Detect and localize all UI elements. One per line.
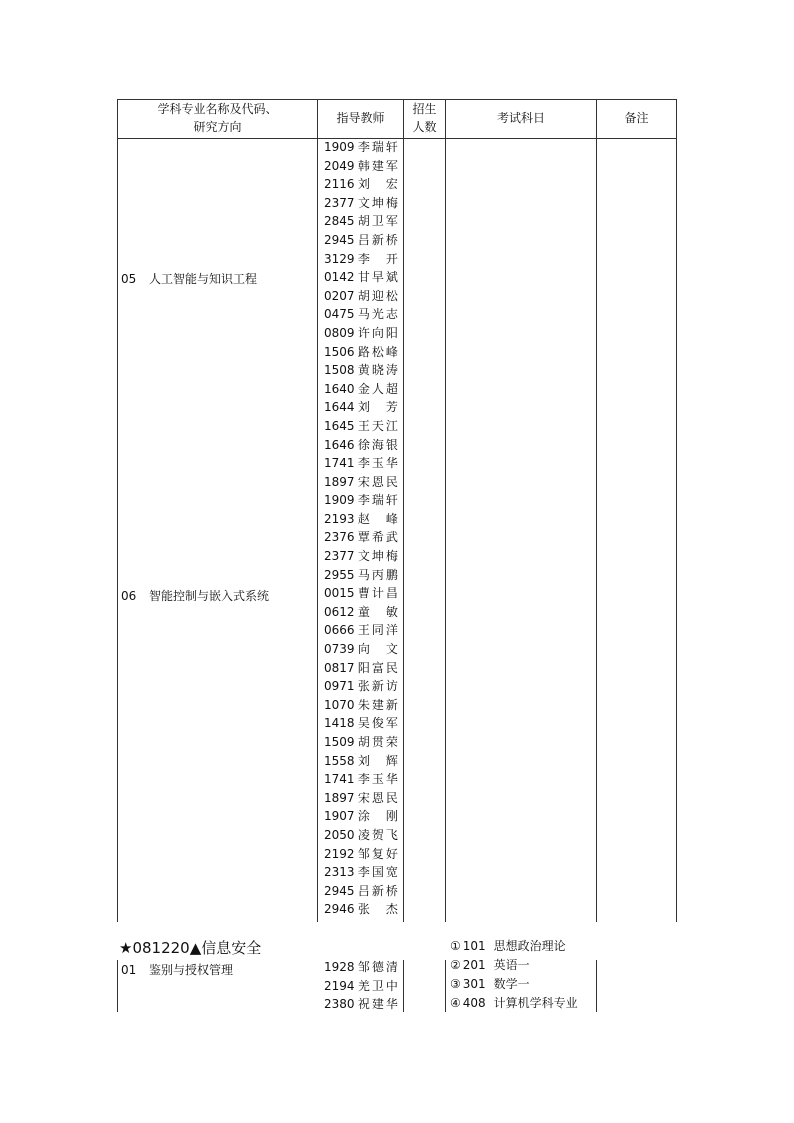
- advisor-code: 1508: [324, 363, 355, 378]
- advisor-name: 凌贺飞: [357, 827, 398, 842]
- advisor-row: [324, 398, 398, 417]
- advisor-row: [324, 900, 398, 919]
- header-exam: 考试科日: [496, 111, 545, 125]
- advisor-name: 曹计昌: [357, 586, 398, 601]
- advisor-code: 1640: [324, 381, 355, 396]
- advisor-code: 1645: [324, 418, 355, 433]
- advisor-name: 赵峰: [357, 511, 398, 526]
- advisor-name: 邹德清: [357, 960, 398, 974]
- advisor-code: 2945: [324, 232, 355, 247]
- advisor-name: 李玉华: [357, 772, 398, 787]
- direction-number: 05: [121, 272, 137, 286]
- advisor-name: 覃希武: [357, 530, 398, 545]
- advisor-name: 李瑞轩: [357, 493, 398, 508]
- advisor-list: [324, 138, 398, 919]
- exam-subject: [450, 937, 578, 956]
- advisor-name: 甘早斌: [357, 270, 398, 285]
- advisor-row: [324, 752, 398, 771]
- advisor-code: 0809: [324, 325, 355, 340]
- exam-code: 201: [462, 958, 486, 972]
- exam-code: 408: [462, 996, 486, 1010]
- advisor-name: 张杰: [357, 902, 398, 917]
- advisor-name: 胡迎松: [357, 288, 398, 303]
- lower-exam-border: [445, 960, 446, 1012]
- circled-number: ①: [450, 939, 461, 953]
- exam-name: 思想政治理论: [493, 939, 566, 953]
- advisor-code: 3129: [324, 251, 355, 266]
- advisor-row: [324, 250, 398, 269]
- advisor-code: 1909: [324, 140, 355, 154]
- advisor-code: 2945: [324, 883, 355, 898]
- advisor-name: 吕新桥: [357, 232, 398, 247]
- advisor-row: [324, 324, 398, 343]
- advisor-name: 吕新桥: [357, 883, 398, 898]
- advisor-code: 1070: [324, 697, 355, 712]
- advisor-name: 马光志: [357, 307, 398, 322]
- advisor-row: [324, 157, 398, 176]
- advisor-row: [324, 343, 398, 362]
- advisor-row: [324, 491, 398, 510]
- advisor-row: [324, 528, 398, 547]
- exam-code: 301: [462, 977, 486, 991]
- advisor-row: [324, 566, 398, 585]
- advisor-code: 0666: [324, 623, 355, 638]
- advisor-code: 1644: [324, 400, 355, 415]
- exam-name: 计算机学科专业: [493, 996, 578, 1010]
- advisor-row: [324, 380, 398, 399]
- direction-name: 智能控制与嵌入式系统: [149, 589, 270, 603]
- advisor-row: [324, 696, 398, 715]
- header-quota: [404, 100, 445, 136]
- major-heading: [119, 937, 261, 958]
- advisor-code: 2193: [324, 511, 355, 526]
- advisor-row: [324, 621, 398, 640]
- advisor-code: 1897: [324, 474, 355, 489]
- advisor-name: 文坤梅: [357, 195, 398, 210]
- advisor-code: 0739: [324, 642, 355, 657]
- advisor-row: [324, 138, 398, 157]
- col-divider-right: [676, 99, 677, 922]
- major-code: 081220: [132, 939, 190, 957]
- advisor-name: 王同洋: [357, 623, 398, 638]
- advisor-row: [324, 845, 398, 864]
- circled-number: ②: [450, 958, 461, 972]
- advisor-code: 1897: [324, 790, 355, 805]
- direction-number: 06: [121, 589, 137, 603]
- advisor-code: 1741: [324, 456, 355, 471]
- advisor-row: [324, 882, 398, 901]
- advisor-row: [324, 659, 398, 678]
- advisor-name: 路松峰: [357, 344, 398, 359]
- lower-note-border: [596, 960, 597, 1012]
- advisor-code: 1907: [324, 809, 355, 824]
- advisor-row: [324, 361, 398, 380]
- advisor-name: 宋恩民: [357, 474, 398, 489]
- advisor-row: [324, 640, 398, 659]
- exam-subject: [450, 956, 578, 975]
- header-quota-line2: 人数: [412, 120, 437, 134]
- header-quota-line1: 招生: [412, 102, 437, 116]
- advisor-row: [324, 789, 398, 808]
- header-subject: [118, 100, 317, 136]
- exam-name: 英语一: [493, 958, 530, 972]
- major-direction-01: [121, 961, 233, 978]
- advisor-row: [324, 547, 398, 566]
- advisor-code: 1646: [324, 437, 355, 452]
- advisor-code: 1909: [324, 493, 355, 508]
- advisor-code: 2377: [324, 549, 355, 564]
- header-note: 备注: [624, 111, 649, 125]
- advisor-code: 0612: [324, 604, 355, 619]
- advisor-name: 许向阳: [357, 325, 398, 340]
- advisor-name: 朱建新: [357, 697, 398, 712]
- advisor-code: 2194: [324, 978, 355, 993]
- advisor-row: [324, 714, 398, 733]
- exam-code: 101: [462, 939, 486, 953]
- advisor-row: [324, 995, 398, 1014]
- advisor-name: 胡贯荣: [357, 735, 398, 749]
- advisor-code: 2376: [324, 530, 355, 545]
- lower-left-border: [117, 960, 118, 1012]
- advisor-name: 王天江: [357, 418, 398, 433]
- advisor-row: [324, 305, 398, 324]
- advisor-code: 2049: [324, 158, 355, 173]
- major-advisor-list: [324, 958, 398, 1014]
- star-icon: ★: [119, 939, 133, 957]
- advisor-name: 阳富民: [357, 660, 398, 675]
- advisor-name: 李玉华: [357, 456, 398, 471]
- direction-06: [121, 587, 269, 604]
- advisor-name: 宋恩民: [357, 790, 398, 805]
- advisor-name: 李开: [357, 251, 398, 266]
- advisor-code: 2955: [324, 567, 355, 582]
- advisor-name: 刘芳: [357, 400, 398, 415]
- advisor-code: 0207: [324, 288, 355, 303]
- advisor-code: 0015: [324, 586, 355, 601]
- advisor-row: [324, 977, 398, 996]
- advisor-code: 1558: [324, 753, 355, 768]
- advisor-name: 童敏: [357, 604, 398, 619]
- advisor-name: 刘辉: [357, 753, 398, 768]
- exam-subject: [450, 994, 578, 1013]
- direction-name: 人工智能与知识工程: [149, 272, 258, 286]
- advisor-row: [324, 733, 398, 752]
- advisor-row: [324, 584, 398, 603]
- col-divider-left: [117, 99, 118, 922]
- advisor-name: 韩建军: [357, 158, 398, 173]
- advisor-code: 0971: [324, 679, 355, 694]
- advisor-code: 1418: [324, 716, 355, 731]
- advisor-row: [324, 212, 398, 231]
- advisor-code: 2050: [324, 827, 355, 842]
- col-divider-note: [596, 99, 597, 922]
- advisor-row: [324, 175, 398, 194]
- advisor-name: 向文: [357, 642, 398, 657]
- advisor-name: 羌卫中: [357, 978, 398, 993]
- advisor-row: [324, 473, 398, 492]
- advisor-name: 徐海银: [357, 437, 398, 452]
- advisor-name: 胡卫军: [357, 214, 398, 229]
- advisor-code: 2380: [324, 997, 355, 1012]
- advisor-name: 祝建华: [357, 997, 398, 1012]
- exam-subject-list: [450, 937, 578, 1013]
- advisor-row: [324, 454, 398, 473]
- advisor-name: 李瑞轩: [357, 140, 398, 154]
- advisor-row: [324, 417, 398, 436]
- advisor-row: [324, 510, 398, 529]
- advisor-name: 李国宽: [357, 865, 398, 880]
- advisor-code: 2313: [324, 865, 355, 880]
- advisor-row: [324, 958, 398, 977]
- exam-subject: [450, 975, 578, 994]
- advisor-row: [324, 268, 398, 287]
- triangle-icon: ▲: [189, 939, 202, 957]
- col-divider-quota: [403, 99, 404, 922]
- advisor-row: [324, 603, 398, 622]
- advisor-code: 2845: [324, 214, 355, 229]
- advisor-row: [324, 231, 398, 250]
- exam-name: 数学一: [493, 977, 530, 991]
- advisor-code: 2377: [324, 195, 355, 210]
- advisor-name: 黄晓涛: [357, 363, 398, 378]
- major-name: 信息安全: [201, 939, 262, 957]
- advisor-row: [324, 677, 398, 696]
- advisor-code: 1741: [324, 772, 355, 787]
- advisor-code: 1928: [324, 960, 355, 974]
- advisor-name: 邹复好: [357, 846, 398, 861]
- advisor-code: 0475: [324, 307, 355, 322]
- advisor-name: 张新访: [357, 679, 398, 694]
- header-subject-line1: 学科专业名称及代码、: [157, 102, 278, 116]
- circled-number: ④: [450, 996, 461, 1010]
- col-divider-exam: [445, 99, 446, 922]
- direction-number: 01: [121, 963, 137, 977]
- direction-05: [121, 270, 257, 287]
- advisor-row: [324, 826, 398, 845]
- advisor-code: 0817: [324, 660, 355, 675]
- advisor-code: 2946: [324, 902, 355, 917]
- advisor-row: [324, 863, 398, 882]
- col-divider-advisor: [317, 99, 318, 922]
- advisor-name: 涂刚: [357, 809, 398, 824]
- advisor-name: 刘宏: [357, 177, 398, 192]
- advisor-name: 吴俊军: [357, 716, 398, 731]
- advisor-row: [324, 287, 398, 306]
- advisor-row: [324, 807, 398, 826]
- advisor-code: 2116: [324, 177, 355, 192]
- advisor-name: 文坤梅: [357, 549, 398, 564]
- header-subject-line2: 研究方向: [193, 120, 242, 134]
- header-advisor: 指导教师: [336, 111, 385, 125]
- advisor-code: 1506: [324, 344, 355, 359]
- lower-advisor-border: [403, 960, 404, 1012]
- advisor-name: 马丙鹏: [357, 567, 398, 582]
- advisor-row: [324, 436, 398, 455]
- advisor-row: [324, 194, 398, 213]
- advisor-code: 2192: [324, 846, 355, 861]
- advisor-row: [324, 770, 398, 789]
- advisor-code: 1509: [324, 735, 355, 749]
- circled-number: ③: [450, 977, 461, 991]
- advisor-code: 0142: [324, 270, 355, 285]
- advisor-name: 金人超: [357, 381, 398, 396]
- direction-name: 鉴别与授权管理: [149, 963, 234, 977]
